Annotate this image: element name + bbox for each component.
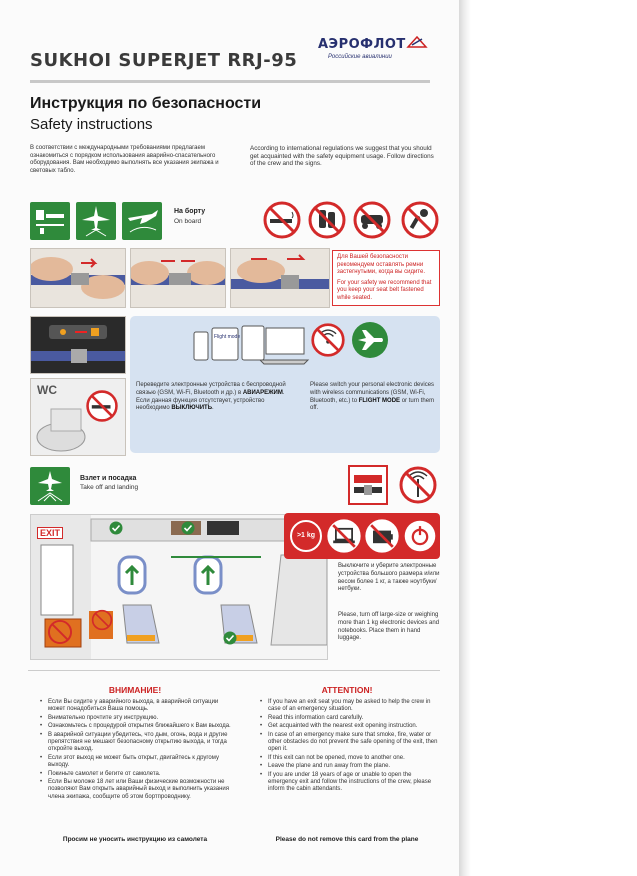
takeoff-label-ru: Взлет и посадка — [80, 475, 137, 482]
devices-en-end: or turn them off. — [310, 397, 435, 412]
page-title-ru: Инструкция по безопасности — [30, 95, 262, 112]
no-walkie-talkie-icon — [307, 200, 347, 240]
attention-ru-item: • В аварийной ситуации убедитесь, что дым, огонь, вода и другие препятствия не мешают безопасному открытию выхода, и тогда откройте выход. — [48, 732, 234, 754]
devices-illustration — [190, 322, 310, 370]
no-wireless-takeoff-icon — [398, 465, 438, 505]
seatbelt-photo-3 — [230, 248, 330, 308]
header-divider — [30, 80, 430, 83]
power-off-icon — [402, 518, 438, 554]
takeoff-icon — [30, 467, 70, 505]
attention-en-item: • In case of an emergency make sure that smoke, fire, water or other obstacles do not prevent the safe opening of the exit, then open it. — [268, 732, 442, 754]
footer-en: Please do not remove this card from the plane — [275, 836, 419, 843]
devices-text-ru — [136, 382, 296, 413]
wc-label: WC — [37, 383, 57, 397]
seat-sign-icon — [30, 202, 70, 240]
devices-en-mode: FLIGHT MODE — [358, 397, 401, 404]
attention-en-item: • Get acquainted with the nearest exit opening instruction. — [268, 723, 442, 730]
seatbelt-photo-1 — [30, 248, 126, 308]
devices-ru-mode: АВИАРЕЖИМ — [242, 389, 283, 396]
attention-title-ru: ВНИМАНИЕ! — [108, 685, 162, 695]
onboard-label-ru: На борту — [174, 208, 206, 215]
devices-ru-end: . — [212, 405, 214, 412]
page-title-en: Safety instructions — [30, 116, 153, 133]
devices-ru-pre: Переведите электронные устройства с беспроводной связью (GSM, Wi-Fi, Bluetooth и др.) в — [136, 382, 286, 396]
logo-title: АЭРОФЛОТ — [318, 37, 406, 52]
intro-text-en: According to international regulations we suggest that you should get acquainted with the safety equipment usage. Follow directions of the crew and the signs. — [250, 145, 434, 167]
aircraft-model: SUKHOI SUPERJET RRJ-95 — [30, 50, 298, 71]
attention-en-item: • If you have an exit seat you may be asked to help the crew in case of an emergency situation. — [268, 699, 442, 714]
attention-ru-item: • Покиньте самолет и бегите от самолета. — [48, 771, 234, 778]
devices-ru-mid: . Если данная функция отсутствует, устройство необходимо — [136, 389, 285, 412]
devices-text-en — [310, 382, 436, 413]
attention-list-en — [258, 699, 442, 795]
seatbelt-photo-2 — [130, 248, 226, 308]
no-smoking-wc-icon — [85, 389, 119, 423]
no-smoking-icon — [262, 200, 302, 240]
cruise-plane-icon — [122, 202, 162, 240]
no-rc-toys-icon — [352, 200, 392, 240]
no-wireless-icon — [310, 322, 346, 358]
weight-limit-badge: >1 kg — [290, 520, 322, 552]
logo-subtitle: Российские авиалинии — [328, 54, 392, 60]
devices-ru-off: ВЫКЛЮЧИТЬ — [171, 405, 213, 412]
attention-ru-item: • Если Вы моложе 18 лет или Ваши физические возможности не позволяют Вам открыть аварийный выход и выполнить указания члена экипажа, сообщите об этом бортпроводнику. — [48, 779, 234, 801]
check-icon — [223, 631, 237, 645]
no-camera-icon — [364, 518, 400, 554]
attention-en-item: • If this exit can not be opened, move to another one. — [268, 755, 442, 762]
attention-list-ru — [38, 699, 234, 802]
large-devices-text-en: Please, turn off large-size or weighing more than 1 kg electronic devices and notebooks. Place them in hand luggage. — [338, 612, 440, 642]
logo-wings-icon — [406, 33, 428, 55]
taxi-plane-icon — [76, 202, 116, 240]
no-laptop-icon — [326, 518, 362, 554]
attention-title-en: ATTENTION! — [321, 685, 373, 695]
exit-sign: EXIT — [37, 527, 63, 539]
check-icon — [109, 521, 123, 535]
fasten-belt-icon — [348, 465, 388, 505]
section-divider — [28, 670, 440, 671]
seatbelt-advice-ru: Для Вашей безопасности рекомендуем оставлять ремни застегнутыми, когда вы сидите. — [337, 254, 425, 275]
footer-ru: Просим не уносить инструкцию из самолета — [62, 836, 208, 843]
seatbelt-advice — [332, 250, 440, 306]
devices-en-pre: Please switch your personal electronic devices with wireless communications (GSM, Wi-Fi, Bluetooth, etc.) to — [310, 382, 435, 404]
check-icon — [181, 521, 195, 535]
attention-en-item: • Read this information card carefully. — [268, 715, 442, 722]
aeroflot-logo — [318, 33, 430, 73]
no-luggage-aisle-icon — [91, 609, 113, 631]
seatbelt-sign-photo — [30, 316, 126, 374]
card-edge — [459, 0, 471, 876]
seatbelt-advice-en: For your safety we recommend that you keep your seat belt fastened while seated. — [337, 279, 432, 301]
onboard-label-en: On board — [174, 218, 202, 225]
no-luggage-exit-icon — [47, 619, 73, 645]
attention-ru-item: • Ознакомьтесь с процедурой открытия ближайшего к Вам выхода. — [48, 723, 234, 730]
attention-ru-item: • Внимательно прочтите эту инструкцию. — [48, 715, 234, 722]
attention-en-item: • Leave the plane and run away from the plane. — [268, 763, 442, 770]
wc-photo — [30, 378, 126, 456]
attention-ru-item: • Если Вы сидите у аварийного выхода, в аварийной ситуации может понадобиться Ваша помощь. — [48, 699, 234, 714]
intro-text-ru: В соответствии с международными требованиями предлагаем ознакомиться с порядком использования аварийно-спасательного оборудования. Вам необходимо выполнять все указания экипажа и световых табло. — [30, 145, 219, 174]
takeoff-label-en: Take off and landing — [80, 484, 139, 491]
flight-mode-icon — [352, 322, 388, 358]
no-microphone-icon — [400, 200, 440, 240]
attention-en-item: • If you are under 18 years of age or unable to open the emergency exit and follow the instructions of the crew, please inform the cabin attendants. — [268, 772, 442, 794]
phone-flight-mode-text: Flight mode — [214, 334, 241, 340]
attention-ru-item: • Если этот выход не может быть открыт, двигайтесь к другому выходу. — [48, 755, 234, 770]
large-devices-text-ru: Выключите и уберите электронные устройства большого размера и/или весом более 1 кг, а также ноутбуки/нетбуки. — [338, 563, 440, 593]
